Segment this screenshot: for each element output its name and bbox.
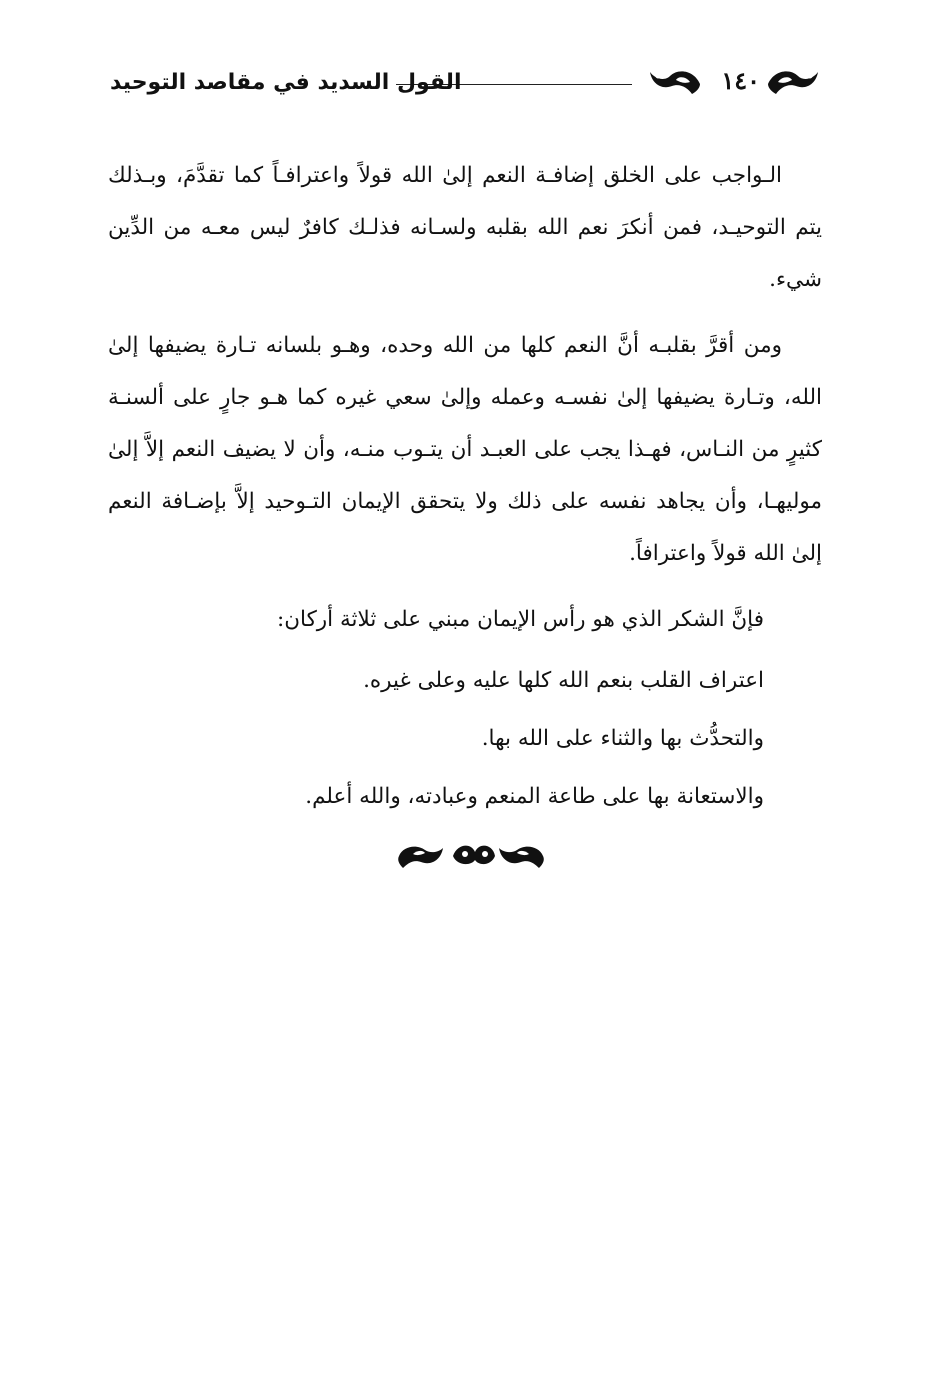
- floral-ornament-icon: [764, 64, 822, 98]
- floral-ornament-icon: [646, 64, 704, 98]
- list-item: والتحدُّث بها والثناء على الله بها.: [481, 726, 764, 751]
- paragraph-intro: فإنَّ الشكر الذي هو رأس الإيمان مبني على ثلاثة أركان:: [276, 607, 764, 632]
- list-item: اعتراف القلب بنعم الله كلها عليه وعلى غيره.: [363, 668, 764, 693]
- page-header: [110, 62, 822, 110]
- paragraph: الـواجب على الخلق إضافـة النعم إلىٰ الله قولاً واعترافـاً كما تقدَّمَ، وبـذلك يتم التوحيـد، فمن أنكرَ نعم الله بقلبه ولسـانه فذلـك كافرٌ ليس معـه من الدِّين شيء.: [108, 163, 822, 292]
- page-number: ١٤٠: [721, 66, 760, 95]
- section-end-ornament-icon: [395, 838, 547, 874]
- body-text: [108, 150, 822, 826]
- running-title: القول السديد في مقاصد التوحيد: [110, 70, 462, 95]
- list-item: والاستعانة بها على طاعة المنعم وعبادته، والله أعلم.: [305, 784, 764, 809]
- paragraph: ومن أقرَّ بقلبـه أنَّ النعم كلها من الله وحده، وهـو بلسانه تـارة يضيفها إلىٰ الله، وتـارة يضيفها إلىٰ نفسـه وعمله وإلىٰ سعي غيره كما هـو جارٍ على ألسنـة كثيرٍ من النـاس، فهـذا يجب على العبـد أن يتـوب منـه، وأن لا يضيف النعم إلاَّ إلىٰ موليهـا، وأن يجاهد نفسه على ذلك ولا يتحقق الإيمان التـوحيد إلاَّ بإضـافة النعم إلىٰ الله قولاً واعترافاً.: [108, 333, 822, 566]
